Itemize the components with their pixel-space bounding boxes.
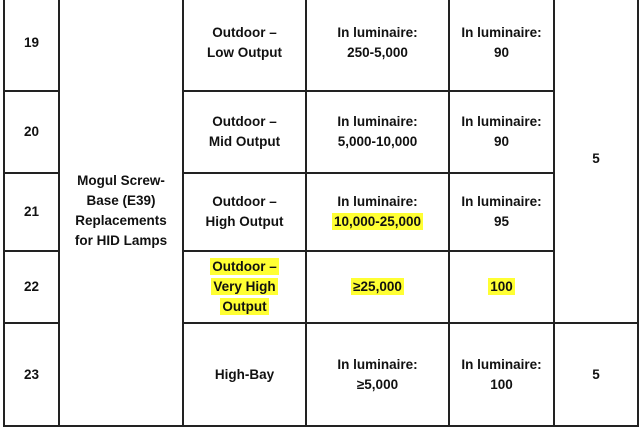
lumen-output-cell xyxy=(306,251,449,323)
application-cell: Outdoor – Mid Output xyxy=(183,91,306,173)
row-number: 20 xyxy=(4,91,59,173)
lumen-output-cell: In luminaire: 10,000-25,000 xyxy=(306,173,449,251)
application-cell: Outdoor – High Output xyxy=(183,173,306,251)
highlighted-text: Very High xyxy=(213,279,276,294)
efficacy-cell: In luminaire: 90 xyxy=(449,91,554,173)
highlighted-text: ≥25,000 xyxy=(353,279,402,294)
highlighted-text: 100 xyxy=(490,279,513,294)
efficacy-cell: In luminaire: 100 xyxy=(449,323,554,426)
row-number: 21 xyxy=(4,173,59,251)
lumen-output-cell: In luminaire: 5,000-10,000 xyxy=(306,91,449,173)
row-number: 19 xyxy=(4,0,59,91)
highlighted-text: 10,000-25,000 xyxy=(333,214,422,229)
efficacy-cell: In luminaire: 95 xyxy=(449,173,554,251)
highlighted-text: Outdoor – xyxy=(212,259,277,274)
lamp-spec-table xyxy=(3,0,639,427)
application-cell: Outdoor – Low Output xyxy=(183,0,306,91)
row-number: 23 xyxy=(4,323,59,426)
warranty-cell: 5 xyxy=(554,323,638,426)
application-cell: High-Bay xyxy=(183,323,306,426)
application-cell xyxy=(183,251,306,323)
efficacy-cell xyxy=(449,251,554,323)
lumen-output-cell: In luminaire: ≥5,000 xyxy=(306,323,449,426)
warranty-cell: 5 xyxy=(554,0,638,323)
category-cell: Mogul Screw- Base (E39) Replacements for HID Lamps xyxy=(59,0,183,426)
row-number: 22 xyxy=(4,251,59,323)
table-row xyxy=(4,0,638,91)
highlighted-text: Output xyxy=(222,299,267,314)
lumen-output-cell: In luminaire: 250-5,000 xyxy=(306,0,449,91)
efficacy-cell: In luminaire: 90 xyxy=(449,0,554,91)
